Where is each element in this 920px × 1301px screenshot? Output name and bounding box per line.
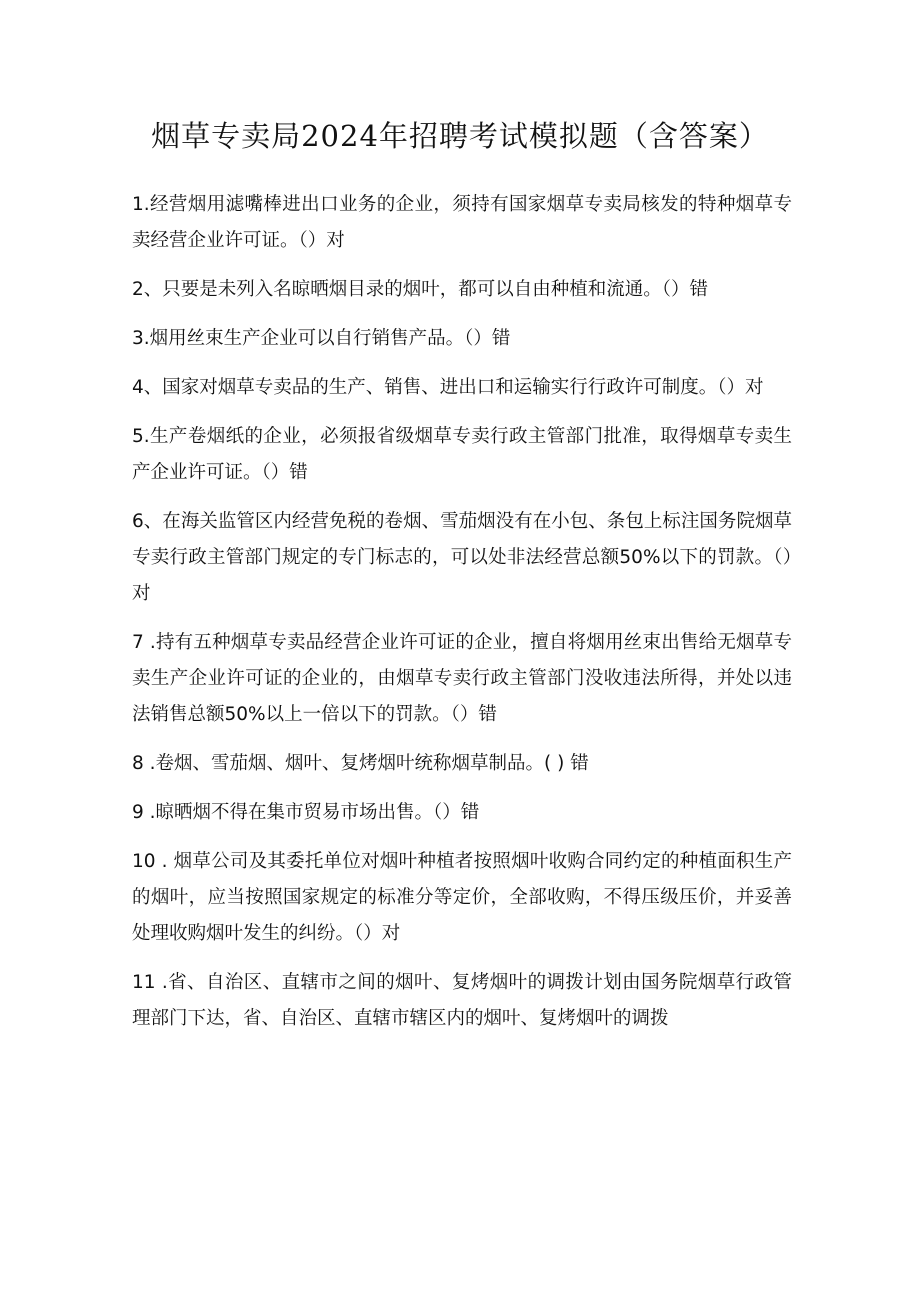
question-5: 5.生产卷烟纸的企业，必须报省级烟草专卖行政主管部门批准，取得烟草专卖生产企业许可证。（）错 [132, 426, 792, 483]
question-2: 2、只要是未列入名晾晒烟目录的烟叶，都可以自由种植和流通。（）错 [132, 279, 709, 300]
question-8: 8 .卷烟、雪茄烟、烟叶、复烤烟叶统称烟草制品。( ) 错 [132, 753, 589, 774]
question-3: 3.烟用丝束生产企业可以自行销售产品。（）错 [132, 328, 511, 349]
question-9: 9 .晾晒烟不得在集市贸易市场出售。（）错 [132, 802, 480, 823]
question-11: 11 .省、自治区、直辖市之间的烟叶、复烤烟叶的调拨计划由国务院烟草行政管理部门下达，省、自治区、直辖市辖区内的烟叶、复烤烟叶的调拨 [132, 972, 792, 1029]
question-7: 7 .持有五种烟草专卖品经营企业许可证的企业，擅自将烟用丝束出售给无烟草专卖生产企业许可证的企业的，由烟草专卖行政主管部门没收违法所得，并处以违法销售总额50%以上一倍以下的罚款。（）错 [132, 632, 792, 725]
question-4: 4、国家对烟草专卖品的生产、销售、进出口和运输实行行政许可制度。（）对 [132, 377, 764, 398]
question-list [132, 187, 792, 1050]
page-title: 烟草专卖局2024年招聘考试模拟题（含答案） [151, 119, 769, 153]
question-10: 10 . 烟草公司及其委托单位对烟叶种植者按照烟叶收购合同约定的种植面积生产的烟叶，应当按照国家规定的标准分等定价，全部收购，不得压级压价，并妥善处理收购烟叶发生的纠纷。（）对 [132, 851, 792, 944]
question-1: 1.经营烟用滤嘴棒进出口业务的企业，须持有国家烟草专卖局核发的特种烟草专卖经营企业许可证。（）对 [132, 194, 792, 251]
question-6: 6、在海关监管区内经营免税的卷烟、雪茄烟没有在小包、条包上标注国务院烟草专卖行政主管部门规定的专门标志的，可以处非法经营总额50%以下的罚款。（）对 [132, 511, 792, 604]
